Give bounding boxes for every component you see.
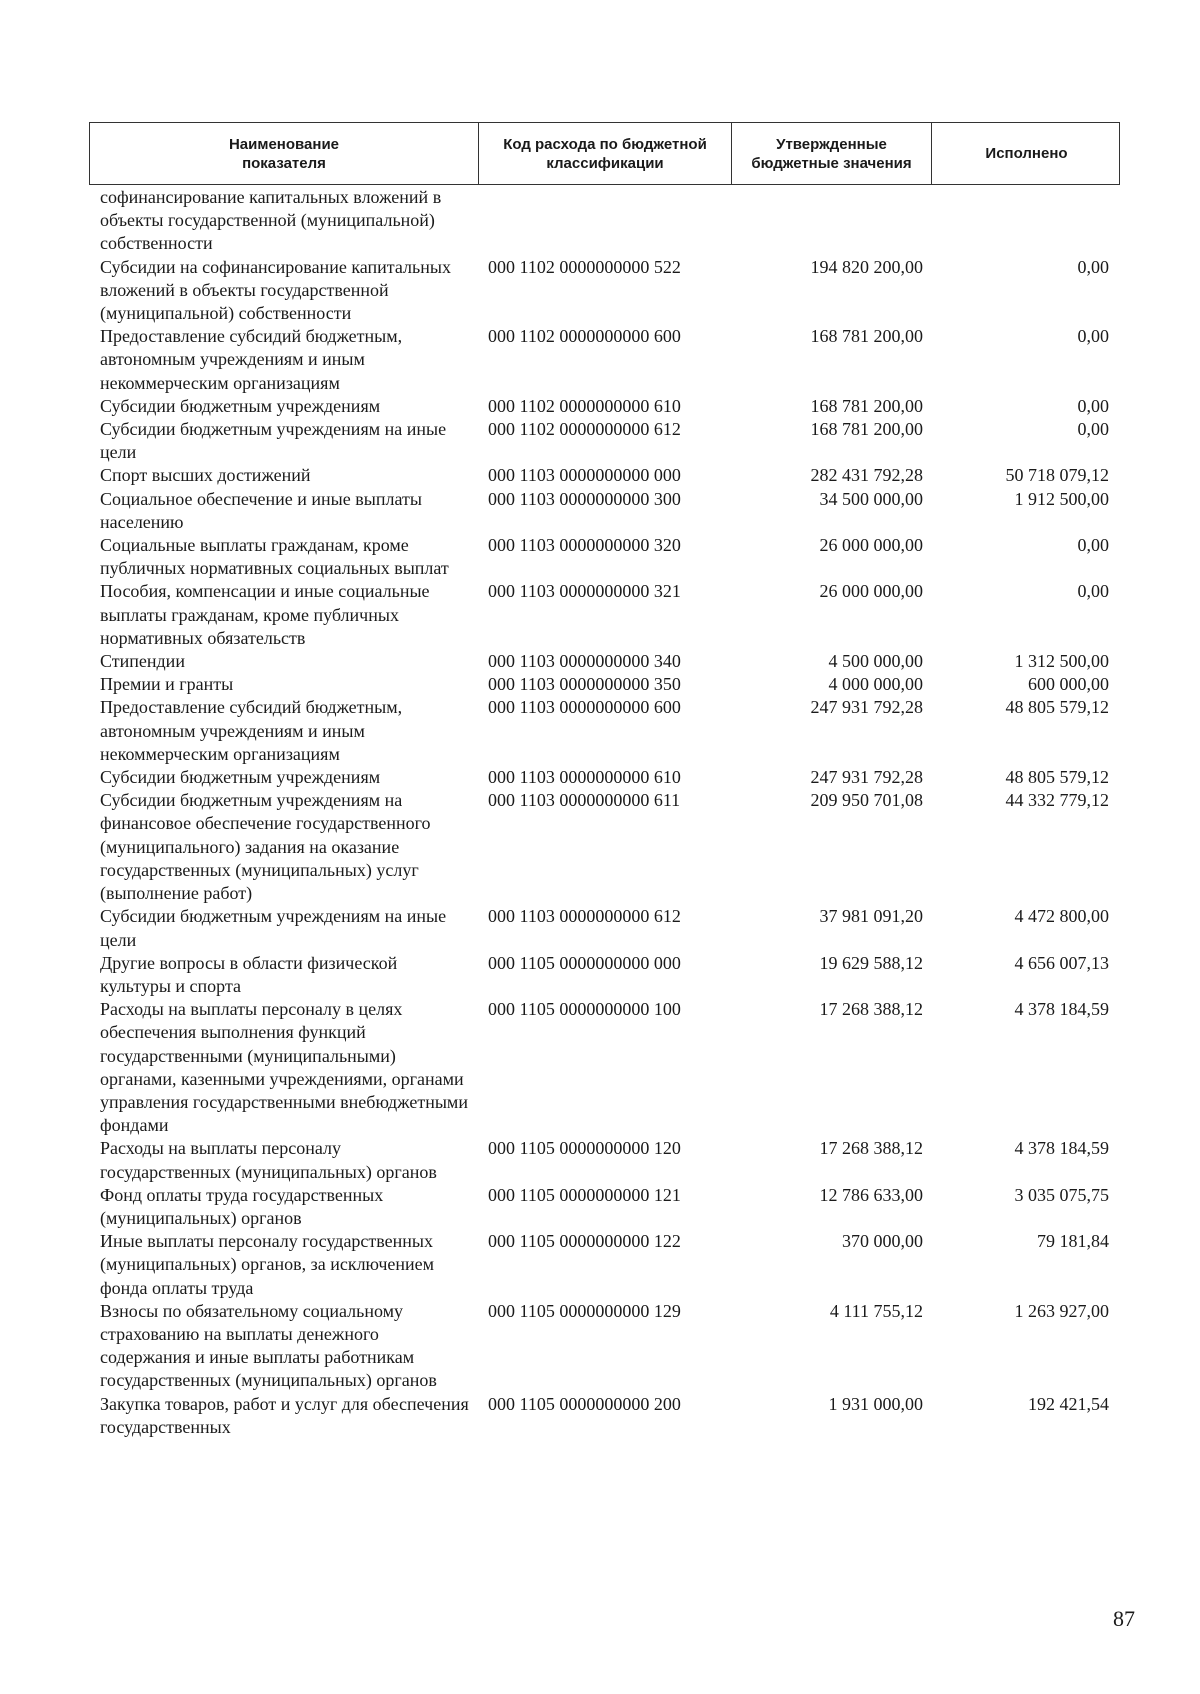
row-name: Другие вопросы в области физической культуры и спорта bbox=[100, 952, 398, 996]
row-done-value: 0,00 bbox=[1077, 581, 1109, 602]
table-row bbox=[89, 650, 1120, 673]
row-name: Социальные выплаты гражданам, кроме публичных нормативных социальных выплат bbox=[100, 535, 449, 579]
table-row bbox=[89, 789, 1120, 905]
table-header bbox=[89, 122, 1120, 185]
row-done-value: 1 912 500,00 bbox=[1014, 488, 1109, 509]
row-done-value: 4 656 007,13 bbox=[1014, 952, 1109, 973]
row-code: 000 1103 0000000000 321 bbox=[488, 581, 681, 602]
row-code: 000 1103 0000000000 320 bbox=[488, 535, 681, 556]
row-code: 000 1103 0000000000 612 bbox=[488, 906, 681, 927]
table-row bbox=[89, 673, 1120, 696]
row-code: 000 1103 0000000000 610 bbox=[488, 767, 681, 788]
row-code: 000 1103 0000000000 300 bbox=[488, 488, 681, 509]
row-approved-value: 26 000 000,00 bbox=[819, 581, 923, 602]
row-code: 000 1105 0000000000 129 bbox=[488, 1300, 681, 1321]
row-name: Спорт высших достижений bbox=[100, 465, 311, 486]
row-done-value: 0,00 bbox=[1077, 256, 1109, 277]
table-row bbox=[89, 696, 1120, 766]
row-code: 000 1105 0000000000 000 bbox=[488, 952, 681, 973]
row-done-value: 192 421,54 bbox=[1028, 1393, 1109, 1414]
row-approved-value: 168 781 200,00 bbox=[810, 326, 923, 347]
table-row bbox=[89, 1137, 1120, 1183]
row-name: софинансирование капитальных вложений в объекты государственной (муниципальной) собственности bbox=[100, 187, 442, 254]
row-name: Предоставление субсидий бюджетным, автономным учреждениям и иным некоммерческим организациям bbox=[100, 697, 403, 764]
row-code: 000 1105 0000000000 200 bbox=[488, 1393, 681, 1414]
row-done-value bbox=[931, 186, 1120, 256]
row-approved-value: 247 931 792,28 bbox=[810, 767, 923, 788]
row-approved-value: 4 000 000,00 bbox=[828, 674, 923, 695]
row-name: Субсидии бюджетным учреждениям bbox=[100, 395, 381, 416]
table-row bbox=[89, 905, 1120, 951]
table-row bbox=[89, 395, 1120, 418]
row-code: 000 1103 0000000000 600 bbox=[488, 697, 681, 718]
row-done-value: 50 718 079,12 bbox=[1005, 465, 1109, 486]
header-code: Код расхода по бюджетной классификации bbox=[479, 123, 732, 184]
row-name: Стипендии bbox=[100, 651, 185, 672]
row-approved-value: 168 781 200,00 bbox=[810, 395, 923, 416]
row-code: 000 1105 0000000000 121 bbox=[488, 1184, 681, 1205]
table-row bbox=[89, 1300, 1120, 1393]
table-row bbox=[89, 1184, 1120, 1230]
row-approved-value: 4 500 000,00 bbox=[828, 651, 923, 672]
row-done-value: 4 378 184,59 bbox=[1014, 1138, 1109, 1159]
table-row bbox=[89, 998, 1120, 1137]
row-code: 000 1102 0000000000 610 bbox=[488, 395, 681, 416]
page-number: 87 bbox=[1113, 1606, 1135, 1631]
row-done-value: 4 472 800,00 bbox=[1014, 906, 1109, 927]
table-row bbox=[89, 186, 1120, 256]
row-done-value: 1 312 500,00 bbox=[1014, 651, 1109, 672]
row-code: 000 1103 0000000000 000 bbox=[488, 465, 681, 486]
row-name: Закупка товаров, работ и услуг для обеспечения государственных bbox=[100, 1393, 469, 1437]
row-done-value: 48 805 579,12 bbox=[1005, 697, 1109, 718]
table-row bbox=[89, 325, 1120, 395]
header-name: Наименование показателя bbox=[90, 123, 479, 184]
row-name: Фонд оплаты труда государственных (муниципальных) органов bbox=[100, 1184, 384, 1228]
row-done-value: 4 378 184,59 bbox=[1014, 999, 1109, 1020]
table-row bbox=[89, 464, 1120, 487]
row-code: 000 1103 0000000000 350 bbox=[488, 674, 681, 695]
row-done-value: 44 332 779,12 bbox=[1005, 790, 1109, 811]
row-approved-value: 17 268 388,12 bbox=[819, 999, 923, 1020]
table-row bbox=[89, 580, 1120, 650]
table-row bbox=[89, 534, 1120, 580]
row-name: Субсидии бюджетным учреждениям на финансовое обеспечение государственного (муниципального) задания на оказание государственных (муниципальных) услуг (выполнение работ) bbox=[100, 790, 431, 904]
table-row bbox=[89, 256, 1120, 326]
row-approved-value: 12 786 633,00 bbox=[819, 1184, 923, 1205]
row-code bbox=[478, 186, 731, 256]
row-approved-value: 4 111 755,12 bbox=[829, 1300, 923, 1321]
row-approved-value: 194 820 200,00 bbox=[810, 256, 923, 277]
row-done-value: 0,00 bbox=[1077, 419, 1109, 440]
row-approved-value: 19 629 588,12 bbox=[819, 952, 923, 973]
row-name: Расходы на выплаты персоналу в целях обеспечения выполнения функций государственными (муниципальными) органами, казенными учреждениями, органами управления государственными внебюджетными фондами bbox=[100, 999, 468, 1136]
row-name: Расходы на выплаты персоналу государственных (муниципальных) органов bbox=[100, 1138, 437, 1182]
row-code: 000 1103 0000000000 340 bbox=[488, 651, 681, 672]
row-code: 000 1105 0000000000 120 bbox=[488, 1138, 681, 1159]
header-approved: Утвержденные бюджетные значения bbox=[732, 123, 932, 184]
row-name: Иные выплаты персоналу государственных (муниципальных) органов, за исключением фонда оплаты труда bbox=[100, 1231, 435, 1298]
header-done: Исполнено bbox=[985, 145, 1068, 162]
row-done-value: 1 263 927,00 bbox=[1014, 1300, 1109, 1321]
row-approved-value: 1 931 000,00 bbox=[828, 1393, 923, 1414]
row-name: Предоставление субсидий бюджетным, автономным учреждениям и иным некоммерческим организациям bbox=[100, 326, 403, 393]
row-done-value: 48 805 579,12 bbox=[1005, 767, 1109, 788]
row-approved-value: 17 268 388,12 bbox=[819, 1138, 923, 1159]
row-approved-value: 247 931 792,28 bbox=[810, 697, 923, 718]
table-row bbox=[89, 418, 1120, 464]
table-row bbox=[89, 488, 1120, 534]
table-row bbox=[89, 766, 1120, 789]
row-name: Субсидии бюджетным учреждениям на иные цели bbox=[100, 419, 447, 463]
row-approved-value: 34 500 000,00 bbox=[819, 488, 923, 509]
row-done-value: 79 181,84 bbox=[1037, 1231, 1109, 1252]
row-done-value: 0,00 bbox=[1077, 395, 1109, 416]
table-body bbox=[89, 186, 1120, 1439]
row-approved-value: 26 000 000,00 bbox=[819, 535, 923, 556]
row-done-value: 0,00 bbox=[1077, 535, 1109, 556]
table-row bbox=[89, 1230, 1120, 1300]
row-name: Субсидии на софинансирование капитальных вложений в объекты государственной (муниципальной) собственности bbox=[100, 256, 451, 324]
row-name: Взносы по обязательному социальному страхованию на выплаты денежного содержания и иные выплаты работникам государственных (муниципальных) органов bbox=[100, 1300, 437, 1391]
row-done-value: 0,00 bbox=[1077, 326, 1109, 347]
row-done-value: 3 035 075,75 bbox=[1014, 1184, 1109, 1205]
row-approved-value: 37 981 091,20 bbox=[819, 906, 923, 927]
row-code: 000 1102 0000000000 522 bbox=[488, 256, 681, 277]
row-code: 000 1102 0000000000 612 bbox=[488, 419, 681, 440]
row-approved-value: 209 950 701,08 bbox=[810, 790, 923, 811]
row-name: Субсидии бюджетным учреждениям на иные цели bbox=[100, 906, 447, 950]
budget-table bbox=[89, 122, 1120, 1439]
row-code: 000 1105 0000000000 100 bbox=[488, 999, 681, 1020]
table-row bbox=[89, 952, 1120, 998]
row-name: Социальное обеспечение и иные выплаты населению bbox=[100, 488, 422, 532]
row-code: 000 1105 0000000000 122 bbox=[488, 1231, 681, 1252]
row-name: Субсидии бюджетным учреждениям bbox=[100, 767, 381, 788]
row-code: 000 1102 0000000000 600 bbox=[488, 326, 681, 347]
row-approved-value bbox=[731, 186, 931, 256]
table-row bbox=[89, 1393, 1120, 1439]
row-approved-value: 168 781 200,00 bbox=[810, 419, 923, 440]
row-approved-value: 370 000,00 bbox=[842, 1231, 923, 1252]
row-approved-value: 282 431 792,28 bbox=[810, 465, 923, 486]
row-name: Премии и гранты bbox=[100, 674, 234, 695]
row-code: 000 1103 0000000000 611 bbox=[488, 790, 681, 811]
row-name: Пособия, компенсации и иные социальные выплаты гражданам, кроме публичных нормативных обязательств bbox=[100, 581, 430, 648]
row-done-value: 600 000,00 bbox=[1028, 674, 1109, 695]
